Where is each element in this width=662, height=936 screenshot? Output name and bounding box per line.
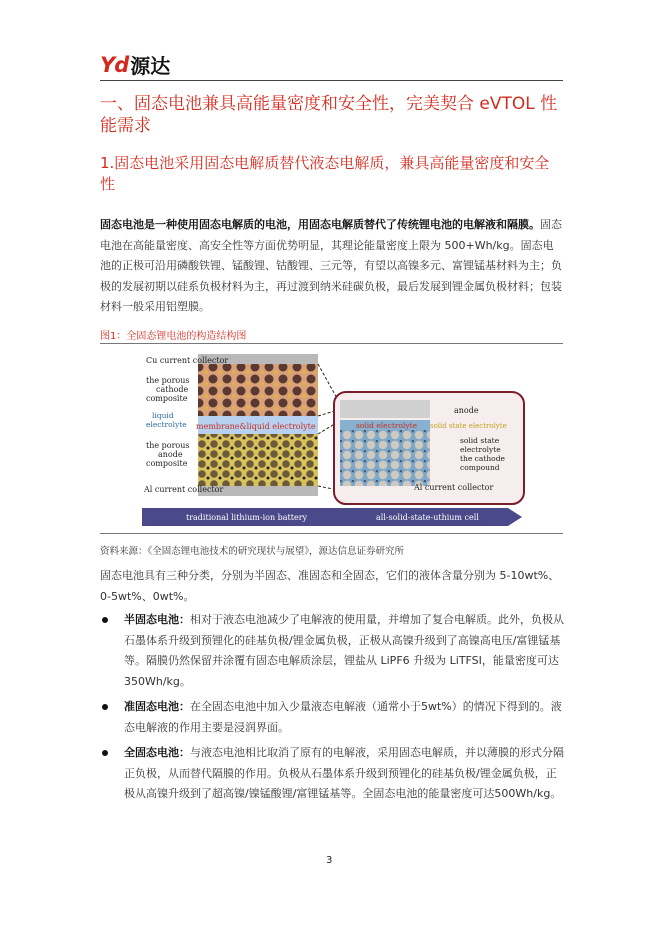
label-anode: anode [454,406,479,415]
label-membrane: membrane&liquid electrolyte [196,422,316,431]
label-compound-2: electrolyte [460,445,501,454]
bullet-all-solid-text: 与液态电池相比取消了原有的电解液，采用固态电解质，并以薄膜的形式分隔正负极，从而替代隔膜的作用。负极从石墨体系升级到预锂化的硅基负极/锂金属负极，正极从高镍升级到了超高镍/镍锰酸锂/富锂锰基等。全固态电池的能量密度可达500Wh/kg。 [124,746,564,800]
label-porous-anode-3: composite [146,459,188,468]
bullet-quasi-solid-text: 在全固态电池中加入少量液态电解液（通常小于5wt%）的情况下得到的。液态电解液的作用主要是浸润界面。 [124,700,562,734]
label-solid-electrolyte: solid electrolyte [356,421,418,430]
logo-mark: Yd [100,52,129,77]
cathode-layer [198,364,318,416]
label-al-collector-left: Al current collector [144,485,224,494]
figure-source: 资料来源：《全固态锂电池技术的研究现状与展望》，源达信息证券研究所 [100,546,405,557]
label-cu-collector: Cu current collector [146,356,229,365]
page-number: 3 [326,855,333,866]
intro-text: 固态电池在高能量密度、高安全性等方面优势明显，其理论能量密度上限为 500+Wh/kg。固态电池的正极可沿用磷酸铁锂、锰酸锂、钴酸锂、三元等，有望以高镍多元、富锂锰基材料为主；负极的发展初期以硅系负极材料为主，再过渡到纳米硅碳负极，最后发展到锂金属负极材料；包装材料一般采用铝塑膜。 [100,218,562,313]
bullet-semi-solid-text: 相对于液态电池减少了电解液的使用量，并增加了复合电解质。此外，负极从石墨体系升级到预锂化的硅基负极/锂金属负极，正极从高镍升级到了高镍高电压/富锂锰基等。隔膜仍然保留并涂覆有固态电解质涂层，锂盐从 LiPF6 升级为 LiTFSI，能量密度可达 350Wh/kg。 [124,613,564,688]
company-logo [100,50,170,79]
intro-paragraph [100,215,562,318]
label-liquid-1: liquid [152,411,174,420]
section-title: 一、固态电池兼具高能量密度和安全性，完美契合 eVTOL 性能需求 [100,94,558,136]
figure-top-rule [100,343,563,344]
bullet-dot [102,704,108,710]
figure-title: 图1：全固态锂电池的构造结构图 [100,331,247,342]
bullet-semi-solid-title: 半固态电池： [124,613,190,626]
label-solid-state-electrolyte: solid state electrolyte [430,422,507,430]
battery-structure-figure [138,350,526,528]
label-al-collector-right: Al current collector [414,483,494,492]
bullet-all-solid [100,743,565,805]
cathode-compound-block [340,430,430,486]
label-compound-3: the cathode [460,454,505,463]
label-arrow-right: all-solid-state-uthium cell [376,513,479,522]
label-arrow-left: traditional lithium-ion battery [186,513,308,522]
bullet-quasi-solid-title: 准固态电池： [124,700,190,713]
logo-text: 源达 [130,54,171,78]
label-porous-anode-1: the porous [146,441,190,450]
bullet-all-solid-title: 全固态电池： [124,746,190,759]
label-porous-cathode-1: the porous [146,376,190,385]
intro-bold-sentence: 固态电池是一种使用固态电解质的电池，用固态电解质替代了传统锂电池的电解液和隔膜。 [100,218,540,231]
anode-block [340,400,430,418]
label-porous-cathode-2: cathode [156,385,189,394]
label-liquid-2: electrolyte [146,420,187,429]
label-compound-1: solid state [460,436,500,445]
anode-layer [198,434,318,486]
label-compound-4: compound [460,463,500,472]
bullet-dot [102,750,108,756]
label-porous-cathode-3: composite [146,394,188,403]
bullet-semi-solid [100,610,565,692]
header-divider [100,80,563,81]
bullet-dot [102,617,108,623]
subsection-title: 1.固态电池采用固态电解质替代液态电解质，兼具高能量密度和安全性 [100,154,550,193]
label-porous-anode-2: anode [158,450,183,459]
bullet-quasi-solid [100,697,565,738]
classification-paragraph: 固态电池具有三种分类，分别为半固态、准固态和全固态，它们的液体含量分别为 5-10wt%、0-5wt%、0wt%。 [100,569,560,603]
figure-bottom-rule [100,533,563,534]
